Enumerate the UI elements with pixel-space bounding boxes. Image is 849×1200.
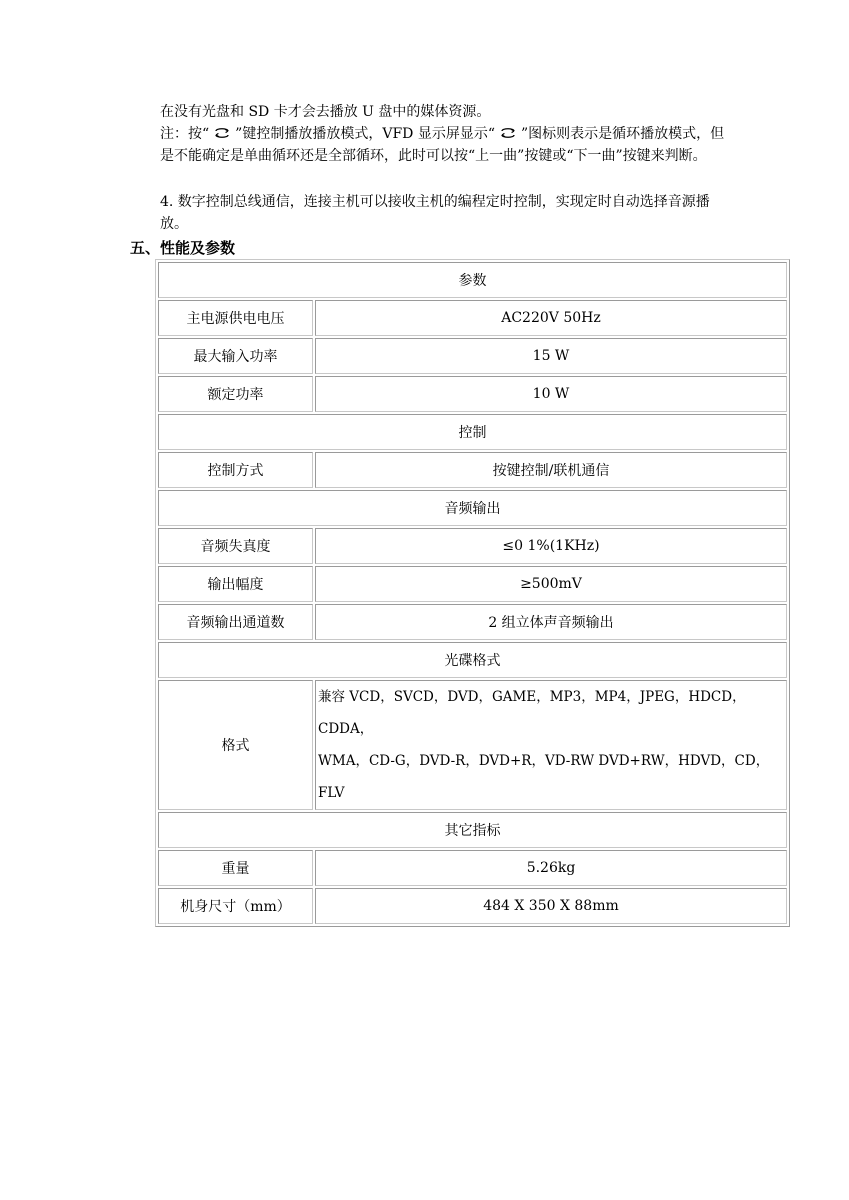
- amplitude-value: ≥500mV: [315, 566, 787, 602]
- table-row: [158, 680, 787, 810]
- channels-value: 2 组立体声音频输出: [315, 604, 787, 640]
- max-power-value: 15 W: [315, 338, 787, 374]
- note-text-c: ”图标则表示是循环播放模式，但是不能确定是单曲循环还是全部循环，此时可以按“上一曲”按键或“下一曲”按键来判断。: [160, 126, 725, 164]
- voltage-value: AC220V 50Hz: [315, 300, 787, 336]
- table-row: [158, 414, 787, 450]
- table-row: [158, 566, 787, 602]
- table-row: [158, 338, 787, 374]
- intro-line1: 在没有光盘和 SD 卡才会去播放 U 盘中的媒体资源。: [160, 104, 491, 120]
- table-row: [158, 376, 787, 412]
- table-row: [158, 888, 787, 924]
- loop-icon: [498, 126, 518, 140]
- table-row: [158, 490, 787, 526]
- format-line-2: WMA，CD-G，DVD-R，DVD+R，VD-RW DVD+RW，HDVD，CD，FLV: [318, 753, 770, 801]
- format-line-1: 兼容 VCD，SVCD，DVD，GAME，MP3，MP4，JPEG，HDCD，CDDA，: [318, 689, 746, 737]
- format-label: 格式: [158, 680, 313, 810]
- amplitude-label: 输出幅度: [158, 566, 313, 602]
- other-header: 其它指标: [158, 812, 787, 848]
- size-label: 机身尺寸（mm）: [158, 888, 313, 924]
- format-value: [315, 680, 787, 810]
- control-header: 控制: [158, 414, 787, 450]
- control-mode-value: 按键控制/联机通信: [315, 452, 787, 488]
- channels-label: 音频输出通道数: [158, 604, 313, 640]
- control-mode-label: 控制方式: [158, 452, 313, 488]
- voltage-label: 主电源供电电压: [158, 300, 313, 336]
- note-text-b: ”键控制播放播放模式，VFD 显示屏显示“: [235, 126, 495, 142]
- table-row: [158, 604, 787, 640]
- spec-table: [155, 259, 790, 927]
- distortion-value: ≤0 1%(1KHz): [315, 528, 787, 564]
- weight-label: 重量: [158, 850, 313, 886]
- table-row: [158, 262, 787, 298]
- note-text-a: 注：按“: [160, 126, 210, 142]
- distortion-label: 音频失真度: [158, 528, 313, 564]
- disc-header: 光碟格式: [158, 642, 787, 678]
- section-title: 五、性能及参数: [130, 239, 236, 257]
- table-row: [158, 452, 787, 488]
- audio-header: 音频输出: [158, 490, 787, 526]
- rated-power-label: 额定功率: [158, 376, 313, 412]
- table-row: [158, 850, 787, 886]
- intro-item4: 4. 数字控制总线通信，连接主机可以接收主机的编程定时控制，实现定时自动选择音源播放。: [160, 194, 710, 232]
- table-row: [158, 300, 787, 336]
- rated-power-value: 10 W: [315, 376, 787, 412]
- params-header: 参数: [158, 262, 787, 298]
- table-row: [158, 642, 787, 678]
- table-row: [158, 812, 787, 848]
- loop-icon: [212, 126, 232, 140]
- size-value: 484 X 350 X 88mm: [315, 888, 787, 924]
- weight-value: 5.26kg: [315, 850, 787, 886]
- table-row: [158, 528, 787, 564]
- note-paragraph: [160, 123, 730, 167]
- max-power-label: 最大输入功率: [158, 338, 313, 374]
